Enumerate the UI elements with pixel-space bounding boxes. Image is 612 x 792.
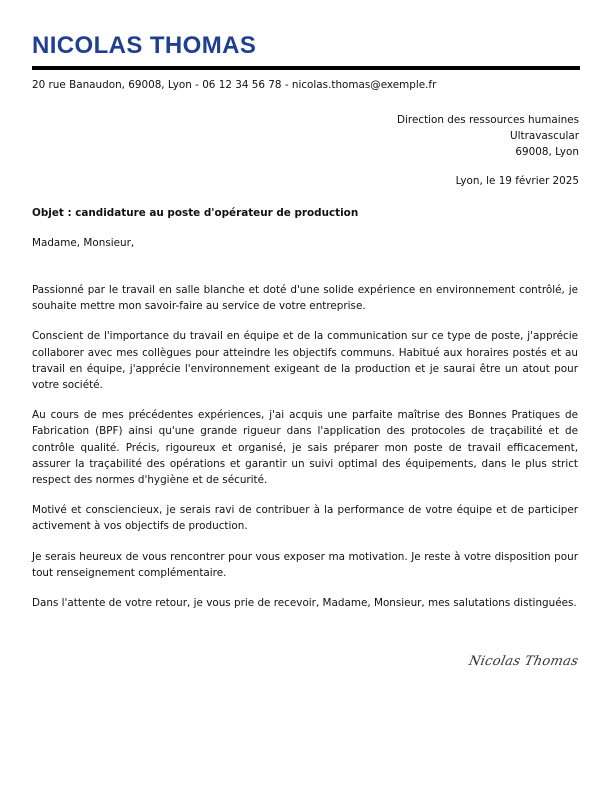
body-paragraph: Au cours de mes précédentes expériences, j'ai acquis une parfaite maîtrise des Bonnes Pratiques de Fabrication (BPF) ainsi qu'une grande rigueur dans l'application des protocoles de traçabilité et de contrôle qualité. Précis, rigoureux et organisé, je sais préparer mon poste de travail efficacement, assurer la traçabilité des opérations et garantir un suivi optimal des équipements, dans le plus strict respect des normes d'hygiène et de sécurité.	[32, 409, 578, 487]
recipient-line: Direction des ressources humaines	[397, 114, 579, 126]
sender-contact: 20 rue Banaudon, 69008, Lyon - 06 12 34 56 78 - nicolas.thomas@exemple.fr	[32, 79, 437, 91]
body-paragraph: Dans l'attente de votre retour, je vous prie de recevoir, Madame, Monsieur, mes salutations distinguées.	[32, 597, 577, 610]
salutation: Madame, Monsieur,	[32, 237, 135, 249]
recipient-line: 69008, Lyon	[515, 146, 579, 158]
body-paragraph: Motivé et consciencieux, je serais ravi de contribuer à la performance de votre équipe et de participer activement à vos objectifs de production.	[32, 504, 578, 533]
header-divider	[32, 66, 580, 70]
body-paragraph: Passionné par le travail en salle blanche et doté d'une solide expérience en environnement contrôlé, je souhaite mettre mon savoir-faire au service de votre entreprise.	[32, 284, 578, 313]
recipient-line: Ultravascular	[510, 130, 579, 142]
body-paragraph: Conscient de l'importance du travail en équipe et de la communication sur ce type de poste, j'apprécie collaborer avec mes collègues pour atteindre les objectifs communs. Habitué aux horaires postés et au travail en équipe, j'apprécie l'environnement exigeant de la production et je saurai être un atout pour votre société.	[32, 330, 578, 392]
sender-name: NICOLAS THOMAS	[32, 32, 257, 59]
letter-subject: Objet : candidature au poste d'opérateur de production	[32, 207, 359, 219]
recipient-block	[397, 112, 579, 160]
body-paragraph: Je serais heureux de vous rencontrer pour vous exposer ma motivation. Je reste à votre disposition pour tout renseignement complémentaire.	[32, 550, 578, 579]
letter-date: Lyon, le 19 février 2025	[455, 175, 579, 187]
handwritten-signature: Nicolas Thomas	[467, 654, 580, 669]
letter-body	[32, 282, 578, 625]
